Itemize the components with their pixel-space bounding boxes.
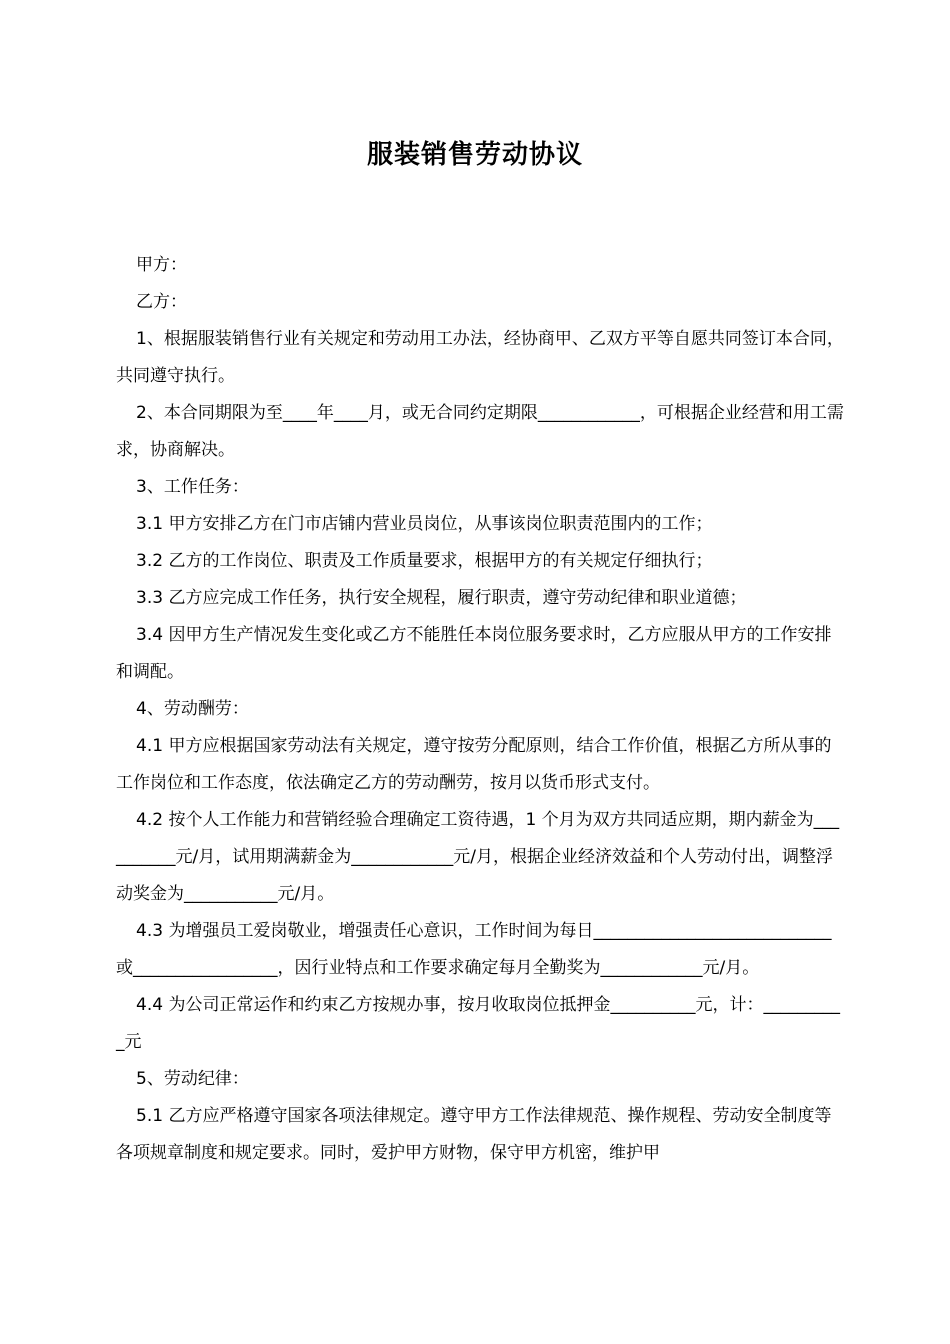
clause-4-3: 4.3 为增强员工爱岗敬业，增强责任心意识，工作时间为每日____________________________或_________________，因行业特点和工作要求确定每月全勤奖为____________元/月。 bbox=[116, 921, 832, 978]
document-title: 服装销售劳动协议 bbox=[366, 140, 583, 170]
clause-1: 1、根据服装销售行业有关规定和劳动用工办法，经协商甲、乙双方平等自愿共同签订本合同，共同遵守执行。 bbox=[116, 329, 844, 386]
party-b-line: 乙方： bbox=[136, 292, 187, 312]
clause-3-3: 3.3 乙方应完成工作任务，执行安全规程，履行职责，遵守劳动纪律和职业道德； bbox=[136, 588, 747, 608]
clause-5-1: 5.1 乙方应严格遵守国家各项法律规定。遵守甲方工作法律规范、操作规程、劳动安全制度等各项规章制度和规定要求。同时，爱护甲方财物，保守甲方机密，维护甲 bbox=[116, 1106, 832, 1163]
clause-4-2: 4.2 按个人工作能力和营销经验合理确定工资待遇，1 个月为双方共同适应期，期内薪金为__________元/月，试用期满薪金为____________元/月，根据企业经济效益和个人劳动付出，调整浮动奖金为___________元/月。 bbox=[116, 810, 840, 904]
clause-4-1: 4.1 甲方应根据国家劳动法有关规定，遵守按劳分配原则，结合工作价值，根据乙方所从事的工作岗位和工作态度，依法确定乙方的劳动酬劳，按月以货币形式支付。 bbox=[116, 736, 832, 793]
clause-2: 2、本合同期限为至____年____月，或无合同约定期限____________，可根据企业经营和用工需求，协商解决。 bbox=[116, 403, 844, 460]
party-a-line: 甲方： bbox=[136, 255, 187, 275]
clause-4-4: 4.4 为公司正常运作和约束乙方按规办事，按月收取岗位抵押金__________元，计：__________元 bbox=[116, 995, 840, 1052]
clause-5-heading: 5、劳动纪律： bbox=[136, 1069, 249, 1089]
clause-3-2: 3.2 乙方的工作岗位、职责及工作质量要求，根据甲方的有关规定仔细执行； bbox=[136, 551, 713, 571]
clause-4-heading: 4、劳动酬劳： bbox=[136, 699, 249, 719]
clause-3-heading: 3、工作任务： bbox=[136, 477, 249, 497]
clause-3-1: 3.1 甲方安排乙方在门市店铺内营业员岗位，从事该岗位职责范围内的工作； bbox=[136, 514, 713, 534]
clause-3-4: 3.4 因甲方生产情况发生变化或乙方不能胜任本岗位服务要求时，乙方应服从甲方的工作安排和调配。 bbox=[116, 625, 832, 682]
document-body bbox=[116, 247, 844, 1172]
